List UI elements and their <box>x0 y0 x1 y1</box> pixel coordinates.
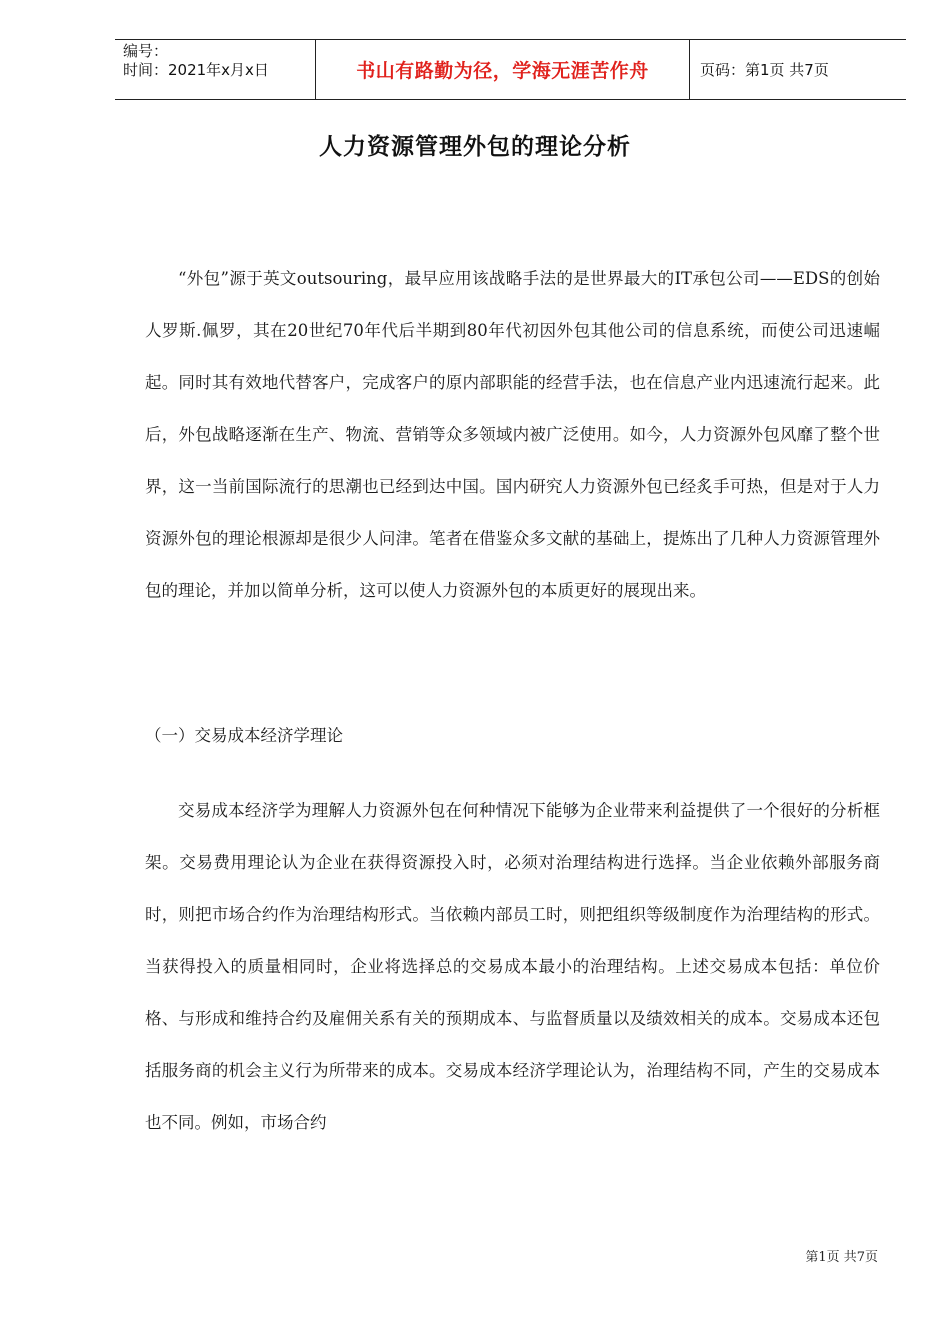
section-heading: （一）交易成本经济学理论 <box>145 726 343 745</box>
header-info-cell <box>115 40 316 99</box>
header-table <box>115 39 906 100</box>
header-page-label: 页码：第1页 共7页 <box>700 61 829 79</box>
paragraph-intro: “外包”源于英文outsouring，最早应用该战略手法的是世界最大的IT承包公司——EDS的创始人罗斯.佩罗，其在20世纪70年代后半期到80年代初因外包其他公司的信息系统，而使公司迅速崛起。同时其有效地代替客户，完成客户的原内部职能的经营手法，也在信息产业内迅速流行起来。此后，外包战略逐渐在生产、物流、营销等众多领域内被广泛使用。如今，人力资源外包风靡了整个世界，这一当前国际流行的思潮也已经到达中国。国内研究人力资源外包已经炙手可热，但是对于人力资源外包的理论根源却是很少人问津。笔者在借鉴众多文献的基础上，提炼出了几种人力资源管理外包的理论，并加以简单分析，这可以使人力资源外包的本质更好的展现出来。 <box>145 269 880 600</box>
paragraph-transaction-cost: 交易成本经济学为理解人力资源外包在何种情况下能够为企业带来利益提供了一个很好的分析框架。交易费用理论认为企业在获得资源投入时，必须对治理结构进行选择。当企业依赖外部服务商时，则把市场合约作为治理结构形式。当依赖内部员工时，则把组织等级制度作为治理结构的形式。当获得投入的质量相同时，企业将选择总的交易成本最小的治理结构。上述交易成本包括：单位价格、与形成和维持合约及雇佣关系有关的预期成本、与监督质量以及绩效相关的成本。交易成本还包括服务商的机会主义行为所带来的成本。交易成本经济学理论认为，治理结构不同，产生的交易成本也不同。例如，市场合约 <box>145 801 880 1132</box>
page-footer: 第1页 共7页 <box>805 1250 878 1265</box>
document-title: 人力资源管理外包的理论分析 <box>319 134 631 160</box>
time-label: 时间：2021年x月x日 <box>123 61 269 79</box>
serial-number-label: 编号： <box>123 42 169 60</box>
header-motto: 书山有路勤为径，学海无涯苦作舟 <box>316 40 690 99</box>
